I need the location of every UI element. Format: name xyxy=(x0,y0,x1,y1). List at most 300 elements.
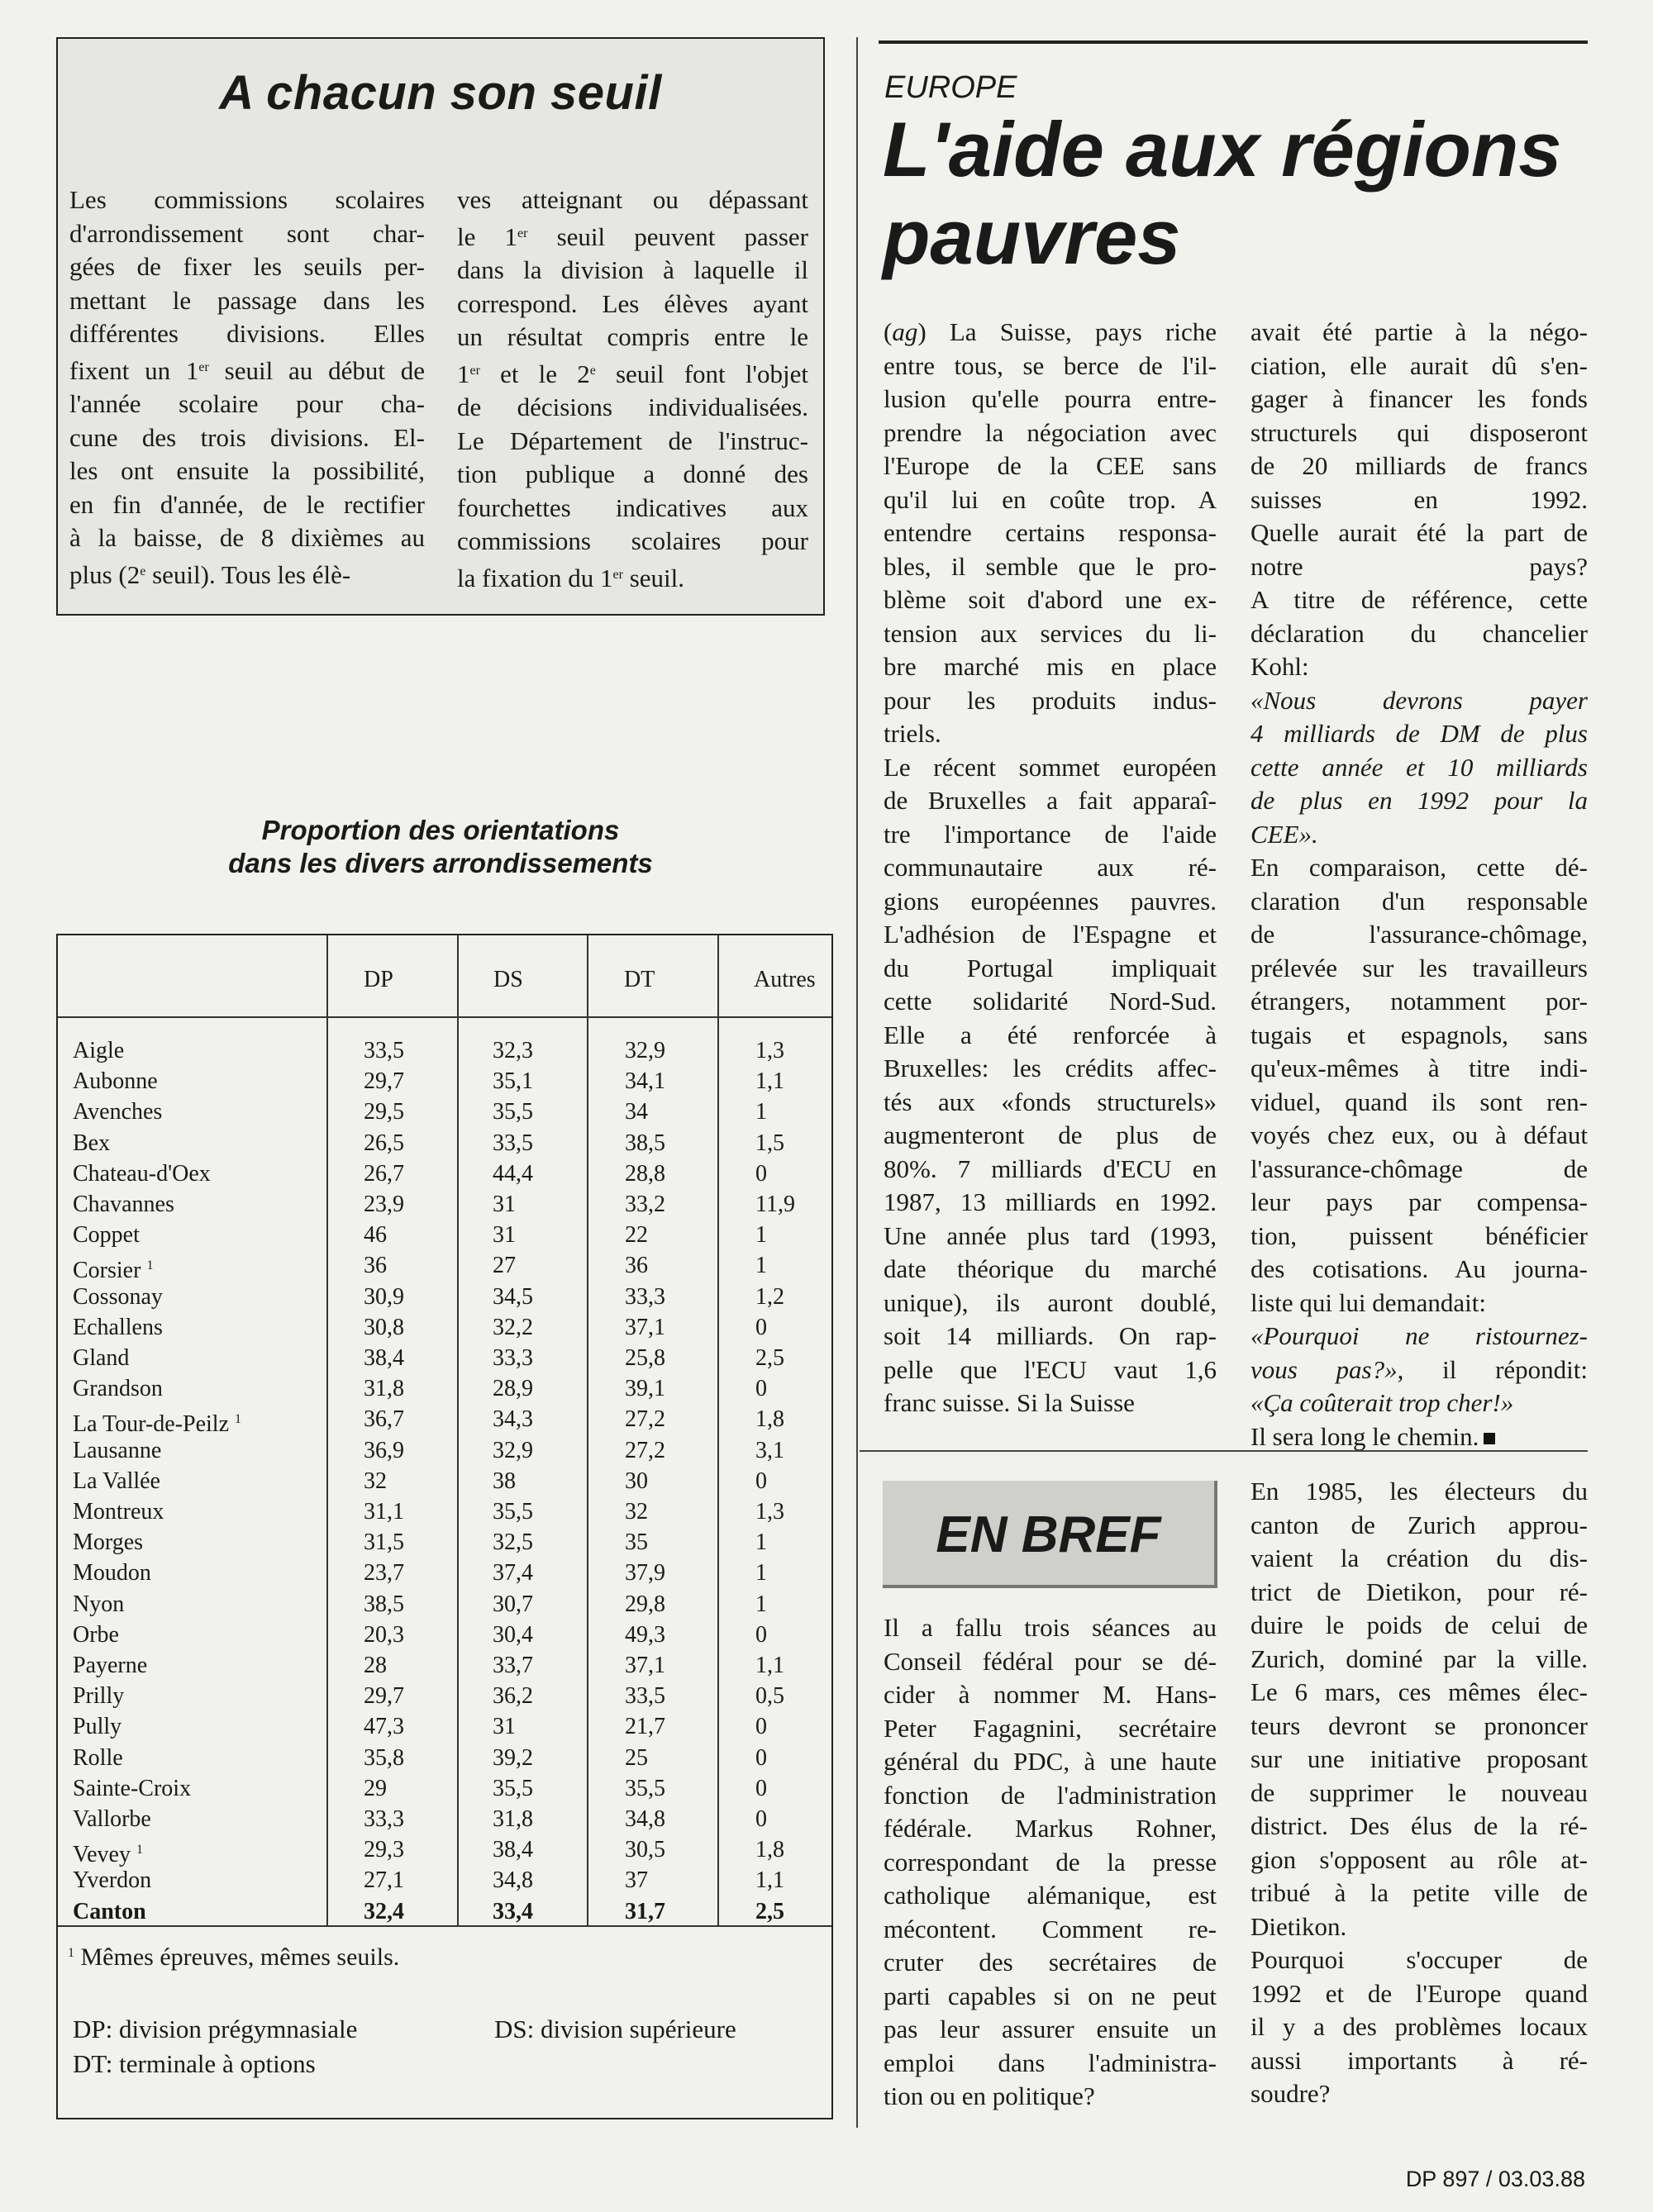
text-line: des cotisations. Au journa- xyxy=(1250,1254,1588,1283)
table-row xyxy=(73,1527,817,1558)
text-line: Peter Fagagnini, secrétaire xyxy=(884,1713,1217,1743)
text-line: En 1985, les électeurs du xyxy=(1250,1477,1588,1506)
cell-dt: 33,2 xyxy=(625,1192,665,1217)
cell-autres: 1,8 xyxy=(755,1837,784,1863)
text-line: prélevée sur les travailleurs xyxy=(1250,953,1588,982)
text-line: cune des trois divisions. El- xyxy=(69,422,425,452)
cell-autres: 3,1 xyxy=(755,1437,784,1463)
journalist-question-2: vous pas?», il répondit: xyxy=(1250,1354,1588,1384)
en-bref-label: EN BREF xyxy=(936,1506,1161,1563)
section-label: EUROPE xyxy=(884,70,1017,105)
legend-dp: DP: division prégymnasiale xyxy=(73,2015,358,2043)
cell-dp: 29 xyxy=(364,1775,387,1801)
text-line: district. Des élus de la ré- xyxy=(1250,1811,1588,1840)
table-row xyxy=(73,1435,817,1466)
text-line: catholique alémanique, est xyxy=(884,1881,1217,1910)
cell-name: Coppet xyxy=(73,1222,140,1249)
journalist-question: «Pourquoi ne ristournez- xyxy=(1250,1321,1588,1350)
text-line: 1992 et de l'Europe quand xyxy=(1250,1978,1588,2008)
cell-autres: 0 xyxy=(755,1806,767,1832)
table-row xyxy=(73,1250,817,1284)
headline-line-2: pauvres xyxy=(883,193,1181,280)
cell-dt: 37,1 xyxy=(625,1314,665,1340)
table-row xyxy=(73,1496,817,1527)
end-mark-icon xyxy=(1484,1433,1495,1444)
cell-dp: 29,7 xyxy=(364,1683,404,1710)
text-line: Le récent sommet européen xyxy=(884,752,1217,782)
table-row xyxy=(73,1589,817,1620)
text-line: gion s'opposent au rôle at- xyxy=(1250,1844,1588,1874)
text-line: lusion qu'elle pourra entre- xyxy=(884,384,1217,413)
cell-name: Echallens xyxy=(73,1314,163,1340)
cell-name: Payerne xyxy=(73,1653,148,1678)
cell-dp: 29,5 xyxy=(364,1099,404,1125)
cell-name: Aubonne xyxy=(73,1068,158,1095)
text-line: cette année et 10 milliards xyxy=(1250,752,1588,782)
cell-name: Orbe xyxy=(73,1621,119,1648)
table-row xyxy=(73,1096,817,1127)
cell-name: Bex xyxy=(73,1130,111,1156)
cell-ds: 31 xyxy=(493,1192,516,1217)
cell-autres: 0 xyxy=(755,1314,767,1340)
text-line: plus (2e seuil). Tous les élè- xyxy=(69,559,351,589)
cell-ds: 36,2 xyxy=(493,1683,533,1710)
text-line: En comparaison, cette dé- xyxy=(1250,853,1588,882)
text-line: bre marché mis en place xyxy=(884,652,1217,681)
text-line: liste qui lui demandait: xyxy=(1250,1287,1486,1317)
cell-autres: 0,5 xyxy=(755,1683,784,1710)
cell-ds: 33,4 xyxy=(493,1898,533,1924)
text-line: du Portugal impliquait xyxy=(884,953,1217,982)
header-autres: Autres xyxy=(754,967,816,992)
text-line: il y a des problèmes locaux xyxy=(1250,2012,1588,2041)
text-line: tés aux «fonds structurels» xyxy=(884,1087,1217,1116)
text-line: tugais et espagnols, sans xyxy=(1250,1020,1588,1049)
table-row xyxy=(73,1128,817,1158)
cell-autres: 2,5 xyxy=(755,1345,784,1371)
table-row xyxy=(73,1189,817,1220)
table-row xyxy=(73,1773,817,1804)
table-header-rule xyxy=(58,1016,831,1018)
cell-name: Vevey $^1$ xyxy=(73,1842,143,1868)
text-line: Dietikon. xyxy=(1250,1911,1347,1941)
cell-ds: 31 xyxy=(493,1222,516,1249)
cell-dt: 25,8 xyxy=(625,1345,665,1371)
cell-name: Aigle xyxy=(73,1038,125,1063)
cell-dp: 23,7 xyxy=(364,1560,404,1586)
cell-dt: 22 xyxy=(625,1222,648,1249)
text-line: général du PDC, à une haute xyxy=(884,1747,1217,1776)
text-line: Il a fallu trois séances au xyxy=(884,1613,1217,1642)
text-line: de Bruxelles a fait apparaî- xyxy=(884,786,1217,815)
text-line: pelle que l'ECU vaut 1,6 xyxy=(884,1354,1217,1384)
cell-ds: 39,2 xyxy=(493,1744,533,1771)
cell-name: Prilly xyxy=(73,1683,125,1710)
table-row xyxy=(73,1035,817,1066)
text-line: «Nous devrons payer xyxy=(1250,685,1588,715)
cell-autres: 0 xyxy=(755,1376,767,1402)
table-row xyxy=(73,1620,817,1650)
cell-autres: 0 xyxy=(755,1744,767,1771)
cell-dp: 36 xyxy=(364,1253,387,1279)
cell-ds: 28,9 xyxy=(493,1376,533,1402)
cell-name: Canton xyxy=(73,1898,146,1924)
text-line: L'adhésion de l'Espagne et xyxy=(884,920,1217,949)
table-row xyxy=(73,1373,817,1404)
table-total-row xyxy=(73,1896,817,1927)
text-line: 1er et le 2e seuil font l'objet xyxy=(457,359,808,388)
top-rule xyxy=(879,40,1588,44)
text-line: triels. xyxy=(884,719,941,748)
text-line: tion ou en politique? xyxy=(884,2081,1095,2110)
cell-dt: 37,1 xyxy=(625,1653,665,1678)
cell-dp: 26,5 xyxy=(364,1130,404,1156)
text-line: prendre la négociation avec xyxy=(884,417,1217,447)
cell-dt: 27,2 xyxy=(625,1437,665,1463)
text-line: Elle a été renforcée à xyxy=(884,1020,1217,1049)
text-line: le 1er seuil peuvent passer xyxy=(457,221,809,251)
cell-name: Montreux xyxy=(73,1499,164,1525)
table-row xyxy=(73,1404,817,1438)
text-line: à la baisse, de 8 dixièmes au xyxy=(69,523,425,552)
cell-dp: 20,3 xyxy=(364,1621,404,1648)
text-line: ves atteignant ou dépassant xyxy=(457,185,808,214)
cell-ds: 32,2 xyxy=(493,1314,533,1340)
cell-dp: 38,4 xyxy=(364,1345,404,1371)
cell-dt: 34 xyxy=(625,1099,648,1125)
headline-line-1: L'aide aux régions xyxy=(883,106,1562,193)
text-line: blème soit d'abord une ex- xyxy=(884,585,1217,614)
text-line: (ag) La Suisse, pays riche xyxy=(884,317,1217,346)
text-line: mécontent. Comment re- xyxy=(884,1914,1217,1943)
text-line: qu'il lui en coûte trop. A xyxy=(884,484,1217,514)
text-line: avait été partie à la négo- xyxy=(1250,317,1588,346)
article-headline xyxy=(883,106,1562,281)
text-line: correspondant de la presse xyxy=(884,1847,1217,1877)
cell-ds: 27 xyxy=(493,1253,516,1279)
text-line: de décisions individualisées. xyxy=(457,392,808,421)
footnote-mark: 1 xyxy=(68,1946,74,1960)
cell-ds: 33,7 xyxy=(493,1653,533,1678)
kohl-quote xyxy=(1250,684,1588,852)
cell-dp: 46 xyxy=(364,1222,387,1249)
table-row xyxy=(73,1312,817,1343)
cell-dt: 32,9 xyxy=(625,1038,665,1063)
cell-name: Moudon xyxy=(73,1560,151,1586)
table-row xyxy=(73,1711,817,1742)
text-line: de supprimer le nouveau xyxy=(1250,1777,1588,1807)
text-line: A titre de référence, cette xyxy=(1250,585,1588,614)
text-line: cider à nommer M. Hans- xyxy=(884,1680,1217,1709)
header-ds: DS xyxy=(493,967,523,992)
cell-autres: 0 xyxy=(755,1775,767,1801)
text-line: différentes divisions. Elles xyxy=(69,319,425,348)
text-line: tre l'importance de l'aide xyxy=(884,819,1217,849)
cell-name: Cossonay xyxy=(73,1283,163,1310)
cell-ds: 34,5 xyxy=(493,1283,533,1310)
header-dt: DT xyxy=(624,967,655,992)
text-line: soudre? xyxy=(1250,2079,1331,2108)
text-line: notre pays? xyxy=(1250,551,1588,581)
cell-dt: 30 xyxy=(625,1468,648,1494)
cell-autres: 1 xyxy=(755,1529,767,1556)
text-line: de 20 milliards de francs xyxy=(1250,451,1588,480)
cell-dp: 23,9 xyxy=(364,1192,404,1217)
cell-autres: 1,3 xyxy=(755,1038,784,1063)
seuil-title: A chacun son seuil xyxy=(219,66,662,120)
cell-name: Nyon xyxy=(73,1591,125,1617)
cell-dt: 38,5 xyxy=(625,1130,665,1156)
cell-name: Morges xyxy=(73,1529,144,1556)
column-rule xyxy=(856,37,858,2128)
text-line: vaient la création du dis- xyxy=(1250,1544,1588,1572)
text-line: fédérale. Markus Rohner, xyxy=(884,1814,1217,1843)
text-line: d'arrondissement sont char- xyxy=(69,218,425,248)
text-line: l'assurance-chômage de xyxy=(1250,1154,1588,1183)
cell-dt: 32 xyxy=(625,1499,648,1525)
europe-col2-para xyxy=(1250,316,1588,684)
text-line: gager à financer les fonds xyxy=(1250,384,1588,413)
text-line: voyés chez eux, ou à défaut xyxy=(1250,1120,1588,1149)
cell-ds: 37,4 xyxy=(493,1560,533,1586)
cell-ds: 35,5 xyxy=(493,1099,533,1125)
text-line: pour les produits indus- xyxy=(884,685,1217,715)
cell-ds: 32,5 xyxy=(493,1529,533,1556)
cell-ds: 38,4 xyxy=(493,1837,533,1863)
cell-dp: 32 xyxy=(364,1468,387,1494)
text-line: canton de Zurich approu- xyxy=(1250,1510,1588,1539)
footnote-text: Mêmes épreuves, mêmes seuils. xyxy=(80,1943,400,1971)
text-line: bles, il semble que le pro- xyxy=(884,551,1217,581)
cell-name: Pully xyxy=(73,1714,122,1740)
cell-ds: 33,3 xyxy=(493,1345,533,1371)
table-caption-line-1: Proportion des orientations xyxy=(261,815,620,845)
page-footer: DP 897 / 03.03.88 xyxy=(1405,2167,1585,2191)
cell-name: Sainte-Croix xyxy=(73,1775,192,1801)
text-line: dans la division à laquelle il xyxy=(457,255,808,284)
table-row xyxy=(73,1158,817,1189)
europe-col2-para-2 xyxy=(1250,851,1588,1320)
cell-ds: 32,9 xyxy=(493,1437,533,1463)
text-line: pas leur assurer ensuite un xyxy=(884,2015,1217,2043)
cell-dp: 26,7 xyxy=(364,1160,404,1187)
cell-ds: 31 xyxy=(493,1714,516,1740)
text-line: sur une initiative proposant xyxy=(1250,1744,1588,1773)
text-line: tension aux services du li- xyxy=(884,618,1217,648)
cell-autres: 1,8 xyxy=(755,1406,784,1433)
cell-autres: 1,1 xyxy=(755,1068,784,1095)
text-line: 1987, 13 milliards en 1992. xyxy=(884,1187,1217,1216)
cell-dt: 37 xyxy=(625,1867,648,1894)
cell-dp: 30,8 xyxy=(364,1314,404,1340)
cell-name: Chateau-d'Oex xyxy=(73,1160,211,1187)
cell-autres: 1 xyxy=(755,1560,767,1586)
cell-ds: 44,4 xyxy=(493,1160,533,1187)
text-line: soit 14 milliards. On rap- xyxy=(884,1321,1217,1350)
cell-ds: 35,5 xyxy=(493,1499,533,1525)
cell-name: Grandson xyxy=(73,1376,163,1402)
text-line: Le Département de l'instruc- xyxy=(457,426,808,455)
text-line: cruter des secrétaires de xyxy=(884,1948,1217,1977)
bref-column-2 xyxy=(1250,1475,1588,2111)
text-line: aussi importants à ré- xyxy=(1250,2045,1588,2075)
cell-dp: 36,7 xyxy=(364,1406,404,1433)
cell-autres: 1 xyxy=(755,1253,767,1279)
text-line: leur pays par compensa- xyxy=(1250,1187,1588,1216)
cell-dp: 36,9 xyxy=(364,1437,404,1463)
cell-autres: 2,5 xyxy=(755,1898,784,1924)
text-line: en fin d'année, de le rectifier xyxy=(69,489,425,519)
text-line: la fixation du 1er seuil. xyxy=(457,563,685,592)
text-line: structurels qui disposeront xyxy=(1250,417,1588,447)
header-dp: DP xyxy=(364,967,393,992)
text-line: tribué à la petite ville de xyxy=(1250,1878,1588,1907)
text-line: entre tous, se berce de l'il- xyxy=(884,350,1217,380)
text-line: suisses en 1992. xyxy=(1250,484,1588,514)
text-line: l'Europe de la CEE sans xyxy=(884,451,1217,480)
text-line: Bruxelles: les crédits affec- xyxy=(884,1054,1217,1082)
cell-dp: 29,3 xyxy=(364,1837,404,1863)
cell-autres: 1,1 xyxy=(755,1653,784,1678)
cell-name: Gland xyxy=(73,1345,130,1371)
text-line: étrangers, notamment por- xyxy=(1250,987,1588,1016)
cell-dt: 34,1 xyxy=(625,1068,665,1095)
cell-ds: 34,8 xyxy=(493,1867,533,1894)
cell-ds: 35,1 xyxy=(493,1068,533,1095)
text-line: Le 6 mars, ces mêmes élec- xyxy=(1250,1677,1588,1706)
legend-dt: DT: terminale à options xyxy=(73,2049,316,2078)
text-line: 4 milliards de DM de plus xyxy=(1250,719,1588,748)
en-bref-box xyxy=(883,1481,1217,1588)
text-line: gées de fixer les seuils per- xyxy=(69,252,425,281)
text-line: les ont ensuite la possibilité, xyxy=(69,456,425,485)
cell-dp: 38,5 xyxy=(364,1591,404,1617)
text-line: Les commissions scolaires xyxy=(69,185,425,214)
legend-ds: DS: division supérieure xyxy=(494,2015,736,2043)
cell-dp: 31,8 xyxy=(364,1376,404,1402)
table-row xyxy=(73,1834,817,1868)
cell-autres: 1 xyxy=(755,1591,767,1617)
cell-dt: 33,5 xyxy=(625,1683,665,1710)
text-line: un résultat compris entre le xyxy=(457,322,808,351)
cell-ds: 35,5 xyxy=(493,1775,533,1801)
text-line: franc suisse. Si la Suisse xyxy=(884,1388,1135,1417)
text-line: trict de Dietikon, pour ré- xyxy=(1250,1577,1588,1606)
text-line: parti capables si on ne peut xyxy=(884,1981,1217,2010)
table-row xyxy=(73,1650,817,1681)
text-line: entendre certains responsa- xyxy=(884,518,1217,547)
table-row xyxy=(73,1220,817,1250)
cell-name: La Vallée xyxy=(73,1468,160,1494)
text-line: unique), ils auront doublé, xyxy=(884,1287,1217,1317)
cell-autres: 1 xyxy=(755,1222,767,1249)
cell-dp: 32,4 xyxy=(364,1898,404,1924)
text-line: Kohl: xyxy=(1250,652,1309,681)
seuil-column-1 xyxy=(69,183,425,592)
cell-dp: 29,7 xyxy=(364,1068,404,1095)
cell-name: Corsier $^1$ xyxy=(73,1258,154,1284)
text-line: de l'assurance-chômage, xyxy=(1250,920,1588,949)
table-row xyxy=(73,1466,817,1496)
cell-dt: 25 xyxy=(625,1744,648,1771)
cell-ds: 32,3 xyxy=(493,1038,533,1063)
text-line: fixent un 1er seuil au début de xyxy=(69,355,425,385)
cell-dt: 35 xyxy=(625,1529,648,1556)
table-row xyxy=(73,1681,817,1711)
text-line: qu'eux-mêmes à titre indi- xyxy=(1250,1054,1588,1082)
cell-dt: 37,9 xyxy=(625,1560,665,1586)
text-line: déclaration du chancelier xyxy=(1250,618,1588,648)
text-line: Une année plus tard (1993, xyxy=(884,1220,1217,1250)
cell-name: Lausanne xyxy=(73,1437,162,1463)
cell-ds: 34,3 xyxy=(493,1406,533,1433)
cell-autres: 0 xyxy=(755,1160,767,1187)
text-line: tion, puissent bénéficier xyxy=(1250,1220,1588,1250)
text-line: gions européennes pauvres. xyxy=(884,886,1217,916)
cell-name: La Tour-de-Peilz $^1$ xyxy=(73,1411,241,1438)
table-footnote xyxy=(68,1943,399,1972)
table-row xyxy=(73,1282,817,1312)
cell-ds: 33,5 xyxy=(493,1130,533,1156)
text-line: cette solidarité Nord-Sud. xyxy=(884,987,1217,1016)
text-line: emploi dans l'administra- xyxy=(884,2048,1217,2077)
text-line: tion publique a donné des xyxy=(457,459,808,488)
text-line: ciation, elle aurait dû s'en- xyxy=(1250,350,1588,380)
cell-autres: 1,5 xyxy=(755,1130,784,1156)
table-row xyxy=(73,1343,817,1373)
text-line: communautaire aux ré- xyxy=(884,853,1217,882)
text-line: duire le poids de celui de xyxy=(1250,1610,1588,1639)
text-line: date théorique du marché xyxy=(884,1254,1217,1283)
cell-dt: 35,5 xyxy=(625,1775,665,1801)
text-line: viduel, quand ils sont ren- xyxy=(1250,1087,1588,1116)
text-line: teurs devront se prononcer xyxy=(1250,1710,1588,1740)
cell-autres: 1,1 xyxy=(755,1867,784,1894)
cell-dp: 33,5 xyxy=(364,1038,404,1063)
closing-line: Il sera long le chemin. xyxy=(1250,1420,1588,1454)
text-line: fonction de l'administration xyxy=(884,1780,1217,1810)
cell-autres: 1,2 xyxy=(755,1283,784,1310)
cell-dt: 30,5 xyxy=(625,1837,665,1863)
bref-column-1 xyxy=(884,1611,1217,2114)
table-row xyxy=(73,1558,817,1588)
cell-ds: 31,8 xyxy=(493,1806,533,1832)
cell-dp: 31,5 xyxy=(364,1529,404,1556)
cell-dt: 31,7 xyxy=(625,1898,665,1924)
seuil-column-2 xyxy=(457,183,808,595)
table-row xyxy=(73,1865,817,1896)
table-row xyxy=(73,1743,817,1773)
cell-ds: 30,7 xyxy=(493,1591,533,1617)
cell-autres: 11,9 xyxy=(755,1192,795,1217)
cell-dp: 28 xyxy=(364,1653,387,1678)
europe-column-1 xyxy=(884,316,1217,1420)
table-caption xyxy=(56,814,825,880)
cell-dt: 33,3 xyxy=(625,1283,665,1310)
cell-dt: 34,8 xyxy=(625,1806,665,1832)
cell-autres: 0 xyxy=(755,1714,767,1740)
text-line: 80%. 7 milliards d'ECU en xyxy=(884,1154,1217,1183)
text-line: fourchettes indicatives aux xyxy=(457,492,808,522)
text-line: Conseil fédéral pour se dé- xyxy=(884,1646,1217,1676)
section-rule xyxy=(860,1450,1588,1452)
text-line: commissions scolaires pour xyxy=(457,526,808,555)
cell-dp: 31,1 xyxy=(364,1499,404,1525)
cell-dt: 49,3 xyxy=(625,1621,665,1648)
cell-dp: 33,3 xyxy=(364,1806,404,1832)
text-line: augmenteront de plus de xyxy=(884,1120,1217,1149)
cell-name: Rolle xyxy=(73,1744,123,1771)
